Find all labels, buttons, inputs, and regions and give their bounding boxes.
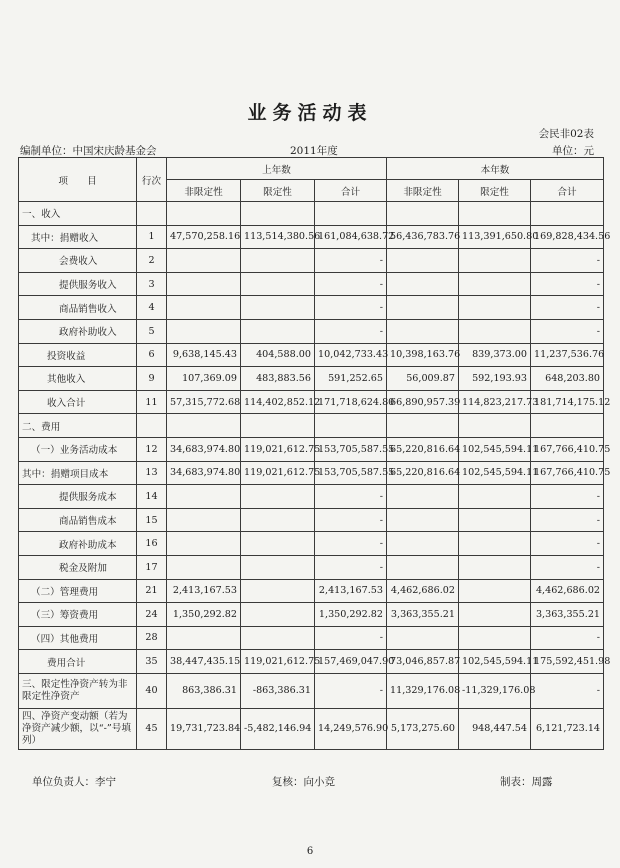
row-value	[459, 296, 531, 320]
row-value	[167, 626, 241, 650]
header-prev-restricted: 限定性	[241, 180, 315, 202]
row-line-no: 14	[137, 485, 167, 509]
row-value	[459, 603, 531, 627]
row-value	[459, 202, 531, 226]
row-value	[241, 414, 315, 438]
row-value: 65,220,816.64	[387, 437, 459, 461]
row-line-no: 11	[137, 390, 167, 414]
row-value	[315, 414, 387, 438]
row-value: 38,447,435.15	[167, 650, 241, 674]
table-row	[19, 437, 604, 461]
table-row	[19, 673, 604, 708]
row-value: 9,638,145.43	[167, 343, 241, 367]
row-label: 其中：捐赠项目成本	[19, 461, 137, 485]
row-line-no: 5	[137, 319, 167, 343]
row-value: -	[315, 249, 387, 273]
row-value: 648,203.80	[531, 367, 604, 391]
table-row	[19, 579, 604, 603]
page-number: 6	[306, 846, 314, 857]
row-value: 404,588.00	[241, 343, 315, 367]
table-row	[19, 508, 604, 532]
report-title: 业务活动表	[247, 102, 373, 124]
row-value: 11,237,536.76	[531, 343, 604, 367]
row-value: -	[531, 626, 604, 650]
table-row	[19, 296, 604, 320]
row-value	[241, 508, 315, 532]
row-value	[241, 532, 315, 556]
row-value	[167, 555, 241, 579]
row-value	[459, 414, 531, 438]
row-value	[241, 249, 315, 273]
row-value: 171,718,624.80	[315, 390, 387, 414]
table-row	[19, 461, 604, 485]
row-value	[387, 626, 459, 650]
row-value	[241, 603, 315, 627]
row-value: 11,329,176.08	[387, 673, 459, 708]
table-row	[19, 603, 604, 627]
row-value: -	[315, 673, 387, 708]
row-value: 66,890,957.39	[387, 390, 459, 414]
table-row	[19, 367, 604, 391]
row-value: 175,592,451.98	[531, 650, 604, 674]
row-value	[241, 319, 315, 343]
row-value: 1,350,292.82	[315, 603, 387, 627]
table-row	[19, 202, 604, 226]
row-value: -	[531, 319, 604, 343]
row-value: 113,391,650.80	[459, 225, 531, 249]
row-value: 483,883.56	[241, 367, 315, 391]
row-line-no: 6	[137, 343, 167, 367]
row-label: 三、限定性净资产转为非限定性净资产	[19, 673, 137, 708]
row-value: 169,828,434.56	[531, 225, 604, 249]
row-value: 2,413,167.53	[315, 579, 387, 603]
table-row	[19, 626, 604, 650]
table-row	[19, 343, 604, 367]
header-prev-year: 上年数	[167, 158, 387, 180]
row-value	[459, 626, 531, 650]
row-value: 161,084,638.72	[315, 225, 387, 249]
row-value: 119,021,612.75	[241, 437, 315, 461]
row-label: （二）管理费用	[19, 579, 137, 603]
row-line-no: 45	[137, 708, 167, 749]
row-value	[459, 508, 531, 532]
reporting-unit: 编制单位：中国宋庆龄基金会	[20, 145, 157, 157]
row-label: 其他收入	[19, 367, 137, 391]
row-value	[387, 555, 459, 579]
row-value: 167,766,410.75	[531, 461, 604, 485]
row-label: （一）业务活动成本	[19, 437, 137, 461]
row-line-no: 28	[137, 626, 167, 650]
row-value: 57,315,772.68	[167, 390, 241, 414]
row-value: 19,731,723.84	[167, 708, 241, 749]
row-value	[167, 249, 241, 273]
row-label: 商品销售成本	[19, 508, 137, 532]
row-line-no: 24	[137, 603, 167, 627]
row-line-no: 15	[137, 508, 167, 532]
row-value	[241, 555, 315, 579]
row-value: 34,683,974.80	[167, 437, 241, 461]
row-value: 114,823,217.73	[459, 390, 531, 414]
row-value	[387, 485, 459, 509]
row-value: 948,447.54	[459, 708, 531, 749]
row-label: 费用合计	[19, 650, 137, 674]
row-value: 157,469,047.90	[315, 650, 387, 674]
row-value	[387, 249, 459, 273]
header-row-1	[19, 158, 604, 180]
row-value	[167, 508, 241, 532]
table-body	[19, 202, 611, 750]
row-value: 839,373.00	[459, 343, 531, 367]
row-value	[241, 626, 315, 650]
table-row	[19, 225, 604, 249]
row-label: 投资收益	[19, 343, 137, 367]
signature-leader: 单位负责人：李宁	[32, 776, 116, 788]
row-value: -	[315, 272, 387, 296]
row-value: 47,570,258.16	[167, 225, 241, 249]
row-value: 56,009.87	[387, 367, 459, 391]
table-row	[19, 650, 604, 674]
row-value	[167, 485, 241, 509]
signature-reviewer: 复核：向小竞	[272, 776, 335, 788]
table-row	[19, 532, 604, 556]
row-value: 6,121,723.14	[531, 708, 604, 749]
row-value: -	[315, 508, 387, 532]
row-value	[315, 202, 387, 226]
row-value: 34,683,974.80	[167, 461, 241, 485]
header-curr-total: 合计	[531, 180, 604, 202]
row-line-no: 21	[137, 579, 167, 603]
row-value: 102,545,594.11	[459, 437, 531, 461]
row-label: 政府补助成本	[19, 532, 137, 556]
row-value: 4,462,686.02	[531, 579, 604, 603]
row-value: 102,545,594.11	[459, 461, 531, 485]
row-value	[531, 202, 604, 226]
row-label: 提供服务收入	[19, 272, 137, 296]
row-value: -11,329,176.08	[459, 673, 531, 708]
row-value: 14,249,576.90	[315, 708, 387, 749]
table-row	[19, 414, 604, 438]
row-value: 119,021,612.75	[241, 461, 315, 485]
row-value	[531, 414, 604, 438]
row-value	[241, 296, 315, 320]
table-row	[19, 485, 604, 509]
row-value: -	[531, 272, 604, 296]
row-value: -	[315, 319, 387, 343]
row-value: -	[531, 296, 604, 320]
row-value	[167, 202, 241, 226]
row-value	[459, 249, 531, 273]
row-value: 2,413,167.53	[167, 579, 241, 603]
row-value	[459, 272, 531, 296]
row-value	[459, 532, 531, 556]
row-line-no: 16	[137, 532, 167, 556]
row-value: -	[531, 485, 604, 509]
row-value: 592,193.93	[459, 367, 531, 391]
row-value	[387, 532, 459, 556]
row-value: -	[315, 532, 387, 556]
row-line-no: 40	[137, 673, 167, 708]
row-value	[387, 508, 459, 532]
row-line-no	[137, 414, 167, 438]
row-line-no: 35	[137, 650, 167, 674]
row-line-no: 4	[137, 296, 167, 320]
row-line-no: 3	[137, 272, 167, 296]
row-value	[167, 296, 241, 320]
signature-preparer: 制表：周露	[500, 776, 553, 788]
header-curr-unrestricted: 非限定性	[387, 180, 459, 202]
row-value	[241, 202, 315, 226]
form-code: 会民非02表	[538, 128, 594, 140]
row-value: 1,350,292.82	[167, 603, 241, 627]
report-period: 2011年度	[290, 145, 338, 157]
row-value	[387, 414, 459, 438]
row-value: 73,046,857.87	[387, 650, 459, 674]
row-value	[241, 272, 315, 296]
header-prev-unrestricted: 非限定性	[167, 180, 241, 202]
row-value: -	[531, 555, 604, 579]
row-value	[387, 296, 459, 320]
row-value	[387, 319, 459, 343]
header-line-no: 行次	[137, 158, 167, 202]
row-value: 65,220,816.64	[387, 461, 459, 485]
row-label: 收入合计	[19, 390, 137, 414]
row-label: （三）筹资费用	[19, 603, 137, 627]
table-row	[19, 249, 604, 273]
header-prev-total: 合计	[315, 180, 387, 202]
row-value: 114,402,852.12	[241, 390, 315, 414]
row-value: 3,363,355.21	[531, 603, 604, 627]
row-value: 4,462,686.02	[387, 579, 459, 603]
row-value	[241, 485, 315, 509]
row-value	[167, 414, 241, 438]
row-value: 107,369.09	[167, 367, 241, 391]
table-row	[19, 319, 604, 343]
row-value: -	[531, 673, 604, 708]
table-row	[19, 555, 604, 579]
row-value: 10,398,163.76	[387, 343, 459, 367]
row-line-no: 13	[137, 461, 167, 485]
row-value: -	[531, 249, 604, 273]
row-line-no: 2	[137, 249, 167, 273]
row-label: 二、费用	[19, 414, 137, 438]
row-value	[167, 532, 241, 556]
row-value: 56,436,783.76	[387, 225, 459, 249]
row-label: 商品销售收入	[19, 296, 137, 320]
table-row	[19, 708, 604, 749]
row-value: -	[315, 485, 387, 509]
row-value: -	[315, 626, 387, 650]
row-value: 153,705,587.55	[315, 461, 387, 485]
row-label: 政府补助收入	[19, 319, 137, 343]
row-value: 863,386.31	[167, 673, 241, 708]
row-value	[459, 319, 531, 343]
row-value	[241, 579, 315, 603]
row-line-no	[137, 202, 167, 226]
table-row	[19, 272, 604, 296]
row-line-no: 9	[137, 367, 167, 391]
row-value: 181,714,175.12	[531, 390, 604, 414]
header-curr-year: 本年数	[387, 158, 604, 180]
row-value: 119,021,612.75	[241, 650, 315, 674]
row-label: 提供服务成本	[19, 485, 137, 509]
row-value: 102,545,594.11	[459, 650, 531, 674]
row-value	[387, 272, 459, 296]
row-value	[167, 319, 241, 343]
row-value	[459, 555, 531, 579]
table-row	[19, 390, 604, 414]
row-value: 5,173,275.60	[387, 708, 459, 749]
row-value	[167, 272, 241, 296]
row-value	[387, 202, 459, 226]
row-line-no: 17	[137, 555, 167, 579]
row-value: -	[531, 508, 604, 532]
row-value: 3,363,355.21	[387, 603, 459, 627]
row-label: 其中：捐赠收入	[19, 225, 137, 249]
header-curr-restricted: 限定性	[459, 180, 531, 202]
row-value	[459, 485, 531, 509]
header-item: 项 目	[19, 158, 137, 202]
row-label: （四）其他费用	[19, 626, 137, 650]
activity-statement-table	[18, 157, 611, 750]
row-value: -	[315, 555, 387, 579]
currency-unit: 单位：元	[552, 145, 594, 157]
row-value: -5,482,146.94	[241, 708, 315, 749]
row-value: -863,386.31	[241, 673, 315, 708]
row-value	[459, 579, 531, 603]
row-line-no: 12	[137, 437, 167, 461]
row-value: 10,042,733.43	[315, 343, 387, 367]
row-value: 167,766,410.75	[531, 437, 604, 461]
row-label: 一、收入	[19, 202, 137, 226]
row-label: 税金及附加	[19, 555, 137, 579]
row-value: 153,705,587.55	[315, 437, 387, 461]
row-label: 会费收入	[19, 249, 137, 273]
row-line-no: 1	[137, 225, 167, 249]
row-label: 四、净资产变动额（若为净资产减少额，以“-”号填列）	[19, 708, 137, 749]
row-value: -	[315, 296, 387, 320]
row-value: 591,252.65	[315, 367, 387, 391]
row-value: -	[531, 532, 604, 556]
row-value: 113,514,380.56	[241, 225, 315, 249]
